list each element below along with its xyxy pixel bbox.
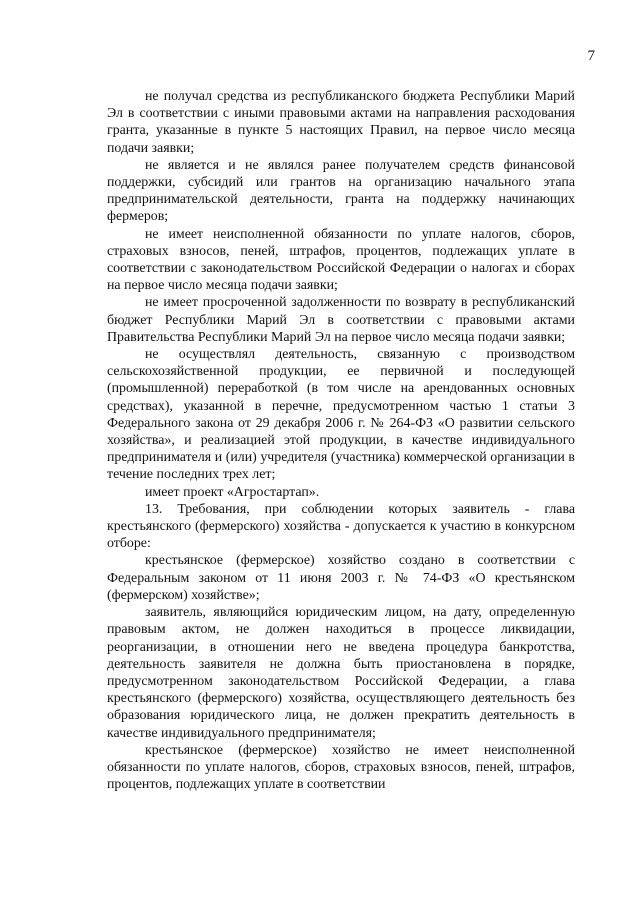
paragraph: крестьянское (фермерское) хозяйство создано в соответствии с Федеральным законом от 11 июня 2003 г. № 74-ФЗ «О крестьянском (фермерском) хозяйстве»; [107,553,575,603]
paragraph: не имеет неисполненной обязанности по уплате налогов, сборов, страховых взносов, пеней, штрафов, процентов, подлежащих уплате в соответствии с законодательством Российской Федерации о налогах и сборах на первое число месяца подачи заявки; [107,226,575,294]
paragraph: заявитель, являющийся юридическим лицом, на дату, определенную правовым актом, не должен находиться в процессе ликвидации, реорганизации, в отношении него не введена процедура банкротства, деятельность заявителя не должна быть приостановлена в порядке, предусмотренном законодательством Российской Федерации, а глава крестьянского (фермерского) хозяйства, осуществляющего деятельность без образования юридического лица, не должен прекратить деятельность в качестве индивидуального предпринимателя; [107,605,575,741]
paragraph: не осуществлял деятельность, связанную с производством сельскохозяйственной продукции, ее первичной и последующей (промышленной) переработкой (в том числе на арендованных основных средствах), указанной в перечне, предусмотренном частью 1 статьи 3 Федерального закона от 29 декабря 2006 г. № 264-ФЗ «О развитии сельского хозяйства», и реализацией этой продукции, в качестве индивидуального предпринимателя и (или) учредителя (участника) коммерческой организации в течение последних трех лет; [107,347,575,483]
paragraph: 13. Требования, при соблюдении которых заявитель - глава крестьянского (фермерского) хозяйства - допускается к участию в конкурсном отборе: [107,501,575,552]
page-number: 7 [587,48,595,64]
document-body [107,88,575,793]
paragraph: не имеет просроченной задолженности по возврату в республиканский бюджет Республики Марий Эл в соответствии с правовыми актами Правительства Республики Марий Эл на первое число месяца подачи заявки; [107,295,575,345]
paragraph: не является и не являлся ранее получателем средств финансовой поддержки, субсидий или грантов на организацию начального этапа предпринимательской деятельности, гранта на поддержку начинающих фермеров; [107,157,575,225]
paragraph: не получал средства из республиканского бюджета Республики Марий Эл в соответствии с иными правовыми актами на направления расходования гранта, указанные в пункте 5 настоящих Правил, на первое число месяца подачи заявки; [107,89,575,156]
paragraph: имеет проект «Агростартап». [145,484,320,500]
paragraph: крестьянское (фермерское) хозяйство не имеет неисполненной обязанности по уплате налогов, сборов, страховых взносов, пеней, штрафов, процентов, подлежащих уплате в соответствии [107,742,575,793]
